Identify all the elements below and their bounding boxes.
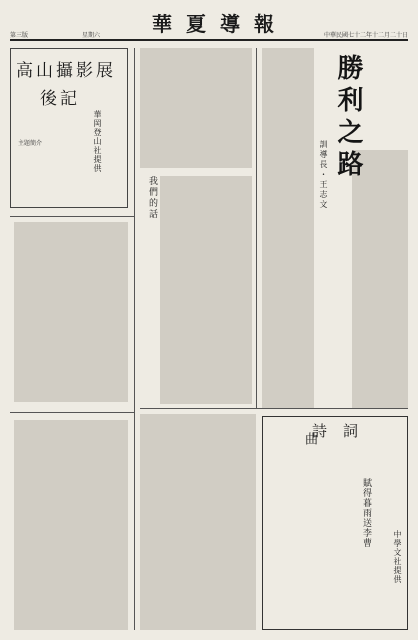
weekday: 星期六 — [82, 32, 101, 39]
poem-subheading: 曲 — [302, 432, 317, 445]
feature-note-label: 主題簡介 — [18, 140, 43, 147]
newspaper-title: 華夏導報 — [152, 12, 288, 36]
poem-source: 中學文社提供 — [393, 530, 402, 584]
main-article-title: 勝利之路 — [333, 54, 363, 182]
main-article-author: 訓導長・王志文 — [319, 140, 328, 210]
section-subheading: 我們的話 — [147, 176, 157, 220]
issue-date: 中華民國七十二年十二月二十日 — [323, 32, 408, 39]
feature-title-line2: 後記 — [40, 89, 80, 109]
feature-title: 高山攝影展 — [16, 61, 116, 81]
feature-credit: 華岡登山社提供 — [93, 110, 102, 173]
poem-title: 賦得暮雨送李曹 — [361, 478, 371, 548]
poem-box — [262, 416, 408, 630]
page-number: 第三版 — [10, 32, 29, 39]
poem-heading: 詩詞 — [312, 422, 375, 440]
